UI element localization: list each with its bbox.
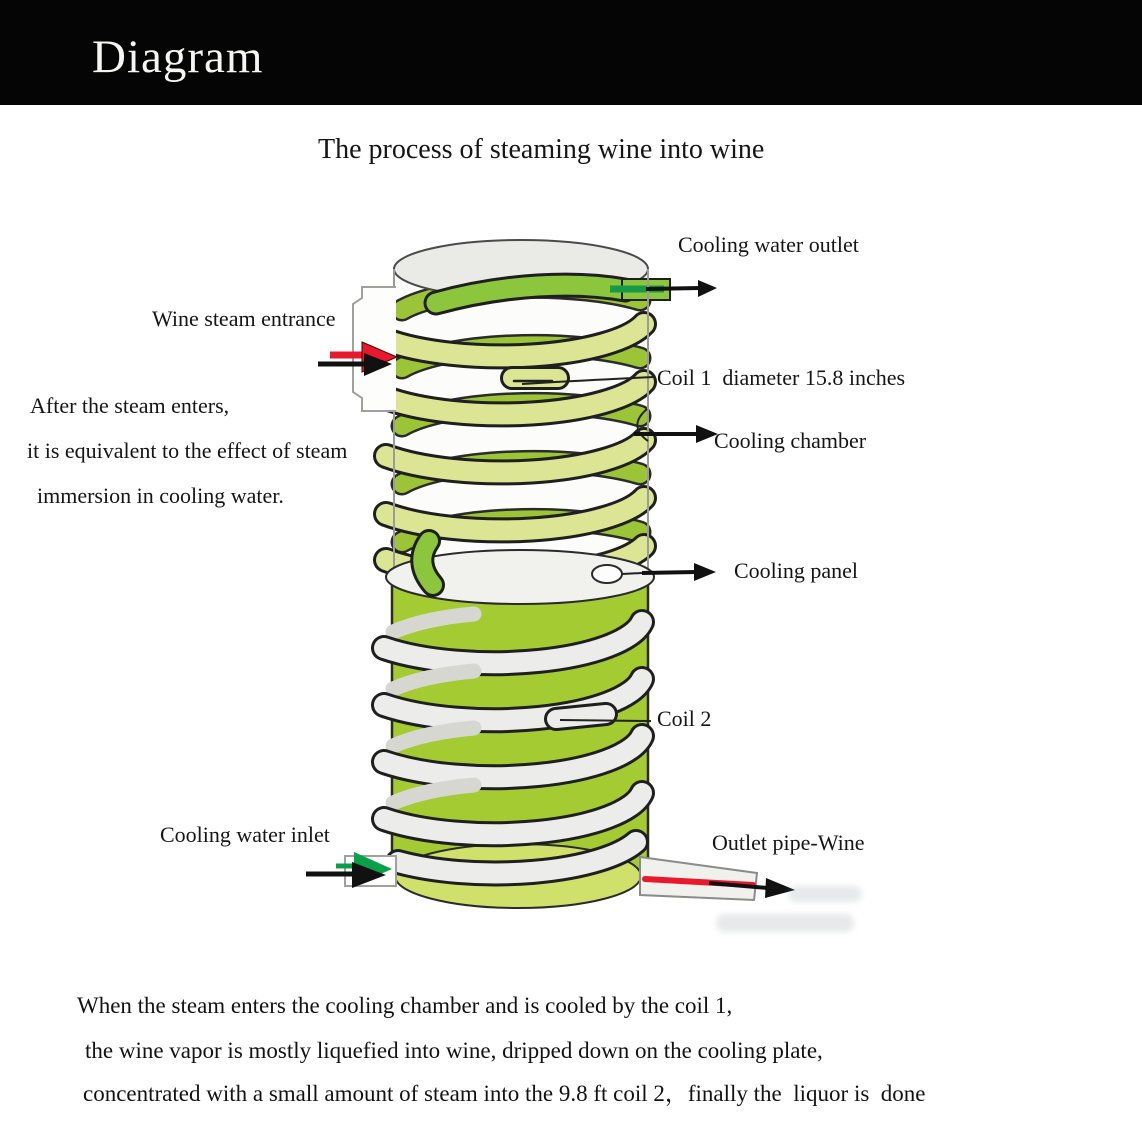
coil1-end-tip <box>512 378 558 381</box>
side-note-line: it is equivalent to the effect of steam <box>27 438 348 463</box>
coil2-end-tip <box>556 714 606 719</box>
footer-line: When the steam enters the cooling chamber and is cooled by the coil 1, <box>77 993 733 1018</box>
label-coil1-spec: Coil 1 diameter 15.8 inches <box>657 365 906 390</box>
label-cooling-chamber: Cooling chamber <box>714 428 867 453</box>
coil1-panel-hook <box>422 541 433 585</box>
watermark <box>716 914 854 932</box>
label-coil2: Coil 2 <box>657 706 712 731</box>
side-note-line: After the steam enters, <box>30 393 230 418</box>
label-wine-steam-entrance: Wine steam entrance <box>152 306 336 331</box>
label-cooling-water-inlet: Cooling water inlet <box>160 822 330 847</box>
label-cooling-panel: Cooling panel <box>734 558 859 583</box>
footer-line: the wine vapor is mostly liquefied into wine, dripped down on the cooling plate, <box>85 1038 823 1063</box>
wine-outlet-pipe <box>640 857 757 900</box>
label-outlet-pipe-wine: Outlet pipe-Wine <box>712 830 865 855</box>
header-title: Diagram <box>92 31 264 83</box>
label-cooling-water-outlet: Cooling water outlet <box>678 232 859 257</box>
coil2-leader-line <box>560 720 651 721</box>
watermark <box>788 886 862 902</box>
side-note <box>27 393 347 528</box>
page-title: The process of steaming wine into wine <box>318 134 765 165</box>
cooling-panel-hole <box>592 565 622 583</box>
footer-line: concentrated with a small amount of steam into the 9.8 ft coil 2，finally the liquor is done <box>83 1081 926 1106</box>
side-note-line: immersion in cooling water. <box>37 483 284 508</box>
cooling-chamber-cylinder <box>353 240 670 577</box>
